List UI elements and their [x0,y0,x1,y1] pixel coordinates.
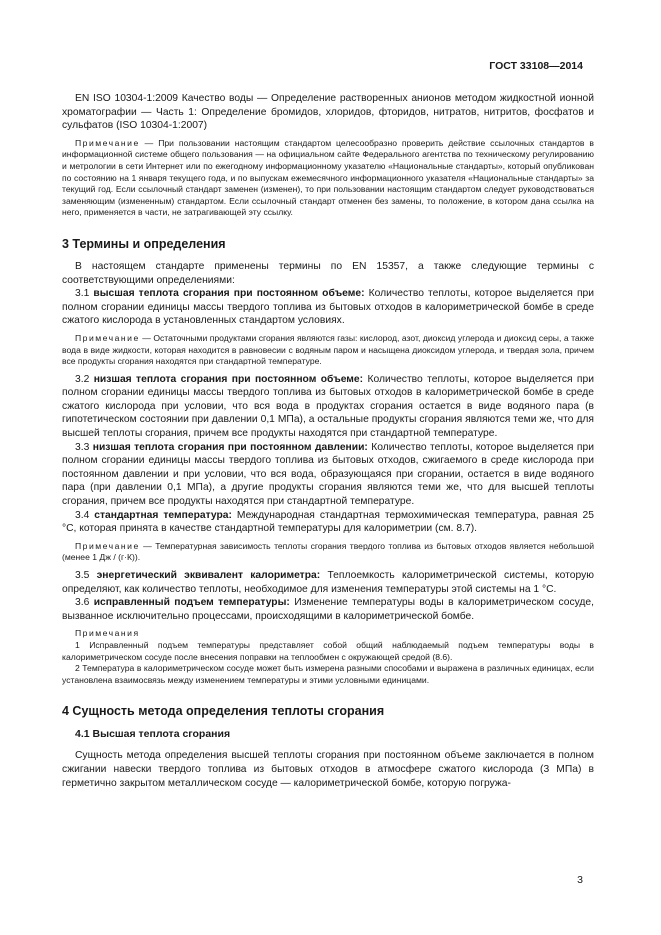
section-3-heading: 3 Термины и определения [62,236,226,251]
term-3-1-note: Примечание — Остаточными продуктами сгорания являются газы: кислород, азот, диоксид углерода и диоксид серы, а также вода в виде жидкости, которая находится в равновесии с водяным паром и насыщена диоксидом углерода, и твердая зола, причем все продукты сгорания находятся при стандартной температуре. [62,332,594,367]
term-3-2-name: низшая теплота сгорания при постоянном объеме: [93,373,364,385]
note-text: — При пользовании настоящим стандартом целесообразно проверить действие ссылочных стандартов в информационной системе общего пользования — на официальном сайте Федерального агентства по техническому регулированию и метрологии в сети Интернет или по ежегодному информационному указателю «Национальные стандарты», который опубликован по состоянию на 1 января текущего года, и по выпускам ежемесячного информационного указателя «Национальные стандарты» за текущий год. Если ссылочный стандарт заменен (изменен), то при пользовании настоящим стандартом следует руководствоваться заменяющим (измененным) стандартом. Если ссылочный стандарт отменен без замены, то положение, в котором дана ссылка на него, применяется в части, не затрагивающей эту ссылку. [62,137,594,218]
note-item-1: 1 Исправленный подъем температуры представляет собой общий наблюдаемый подъем температуры воды в калориметрическом сосуде после внесения поправки на теплообмен с окружающей средой (8.6). [62,639,594,662]
term-3-6: 3.6 исправленный подъем температуры: Изменение температуры воды в калориметрическом сосуде, вызванное исключительно процессами, происходящими в калориметрической бомбе. [62,597,594,622]
page-number: 3 [577,874,583,886]
note-label: Примечание [75,137,140,148]
normative-reference-iso-10304: EN ISO 10304-1:2009 Качество воды — Определение растворенных анионов методом жидкостной ионной хроматографии — Часть 1: Определение бромидов, хлоридов, фторидов, нитратов, нитритов, фосфатов и сульфатов (ISO 10304-1:2007) [62,93,594,132]
term-3-5-name: энергетический эквивалент калориметра: [96,570,321,581]
subsection-4-1-heading: 4.1 Высшая теплота сгорания [75,728,231,741]
term-3-1: 3.1 высшая теплота сгорания при постоянном объеме: Количество теплоты, которое выделяется при полном сгорании единицы массы твердого топлива из бытовых отходов в калориметрической бомбе в среде сжатого кислорода в установленных стандартом условиях. [62,288,595,327]
term-3-5: 3.5 энергетический эквивалент калориметра: Теплоемкость калориметрической системы, которую определяют, как количество теплоты, необходимое для изменения температуры этой системы на 1 °С. [62,570,594,595]
section-3-intro: В настоящем стандарте применены термины по EN 15357, а также следующие термины с соответствующими определениями: [62,260,594,286]
term-3-1-name: высшая теплота сгорания при постоянном объеме: [93,288,365,300]
section-4-1-paragraph: Сущность метода определения высшей теплоты сгорания при постоянном объеме заключается в полном сжигании навески твердого топлива из бытовых отходов в атмосфере сжатого кислорода (3 МПа) в герметично закрытом металлическом сосуде — калориметрической бомбе, которую погружа- [62,750,594,789]
term-3-4: 3.4 стандартная температура: Международная стандартная термохимическая температура, равная 25 °С, которая принята в качестве стандартной температуры для калориметрии (см. 8.7). [62,509,594,535]
section-4-heading: 4 Сущность метода определения теплоты сгорания [62,704,385,719]
term-3-4-note: Примечание — Температурная зависимость теплоты сгорания твердого топлива из бытовых отходов является небольшой (менее 1 Дж / (г·К)). [62,540,594,563]
term-3-4-name: стандартная температура: [94,509,232,521]
term-3-2: 3.2 низшая теплота сгорания при постоянном объеме: Количество теплоты, которое выделяется при полном сгорании единицы массы твердого топлива из бытовых отходов в калориметрической бомбе в среде сжатого кислорода при условии, что вся вода в продуктах сгорания остается в виде водяного пара (в гипотетическом состоянии при давлении 0,1 МПа), а остальные продукты сгорания являются теми же, что для высшей теплоты сгорания, причем все продукты находятся при стандартной температуре. [62,373,594,440]
references-note [62,138,594,219]
notes-heading: Примечания [75,628,140,639]
term-3-3-name: низшая теплота сгорания при постоянном давлении: [92,441,368,453]
term-3-6-name: исправленный подъем температуры: [93,597,290,609]
term-3-3: 3.3 низшая теплота сгорания при постоянном давлении: Количество теплоты, которое выделяется при полном сгорании единицы массы твердого топлива из бытовых отходов, сжигаемого в среде кислорода при постоянном давлении и при условии, что вся вода, образующаяся при сгорании, остается в виде водяного пара (при давлении 0,1 МПа), а другие продукты сгорания являются теми же, что для высшей теплоты сгорания, причем все продукты находятся при стандартной температуре. [62,441,594,508]
page-content [62,92,594,790]
note-item-2: 2 Температура в калориметрическом сосуде может быть измерена разными способами и выражена в различных единицах, если установлена взаимосвязь между изменением температуры и этими условными единицами. [62,663,594,685]
standard-header: ГОСТ 33108—2014 [489,60,583,72]
